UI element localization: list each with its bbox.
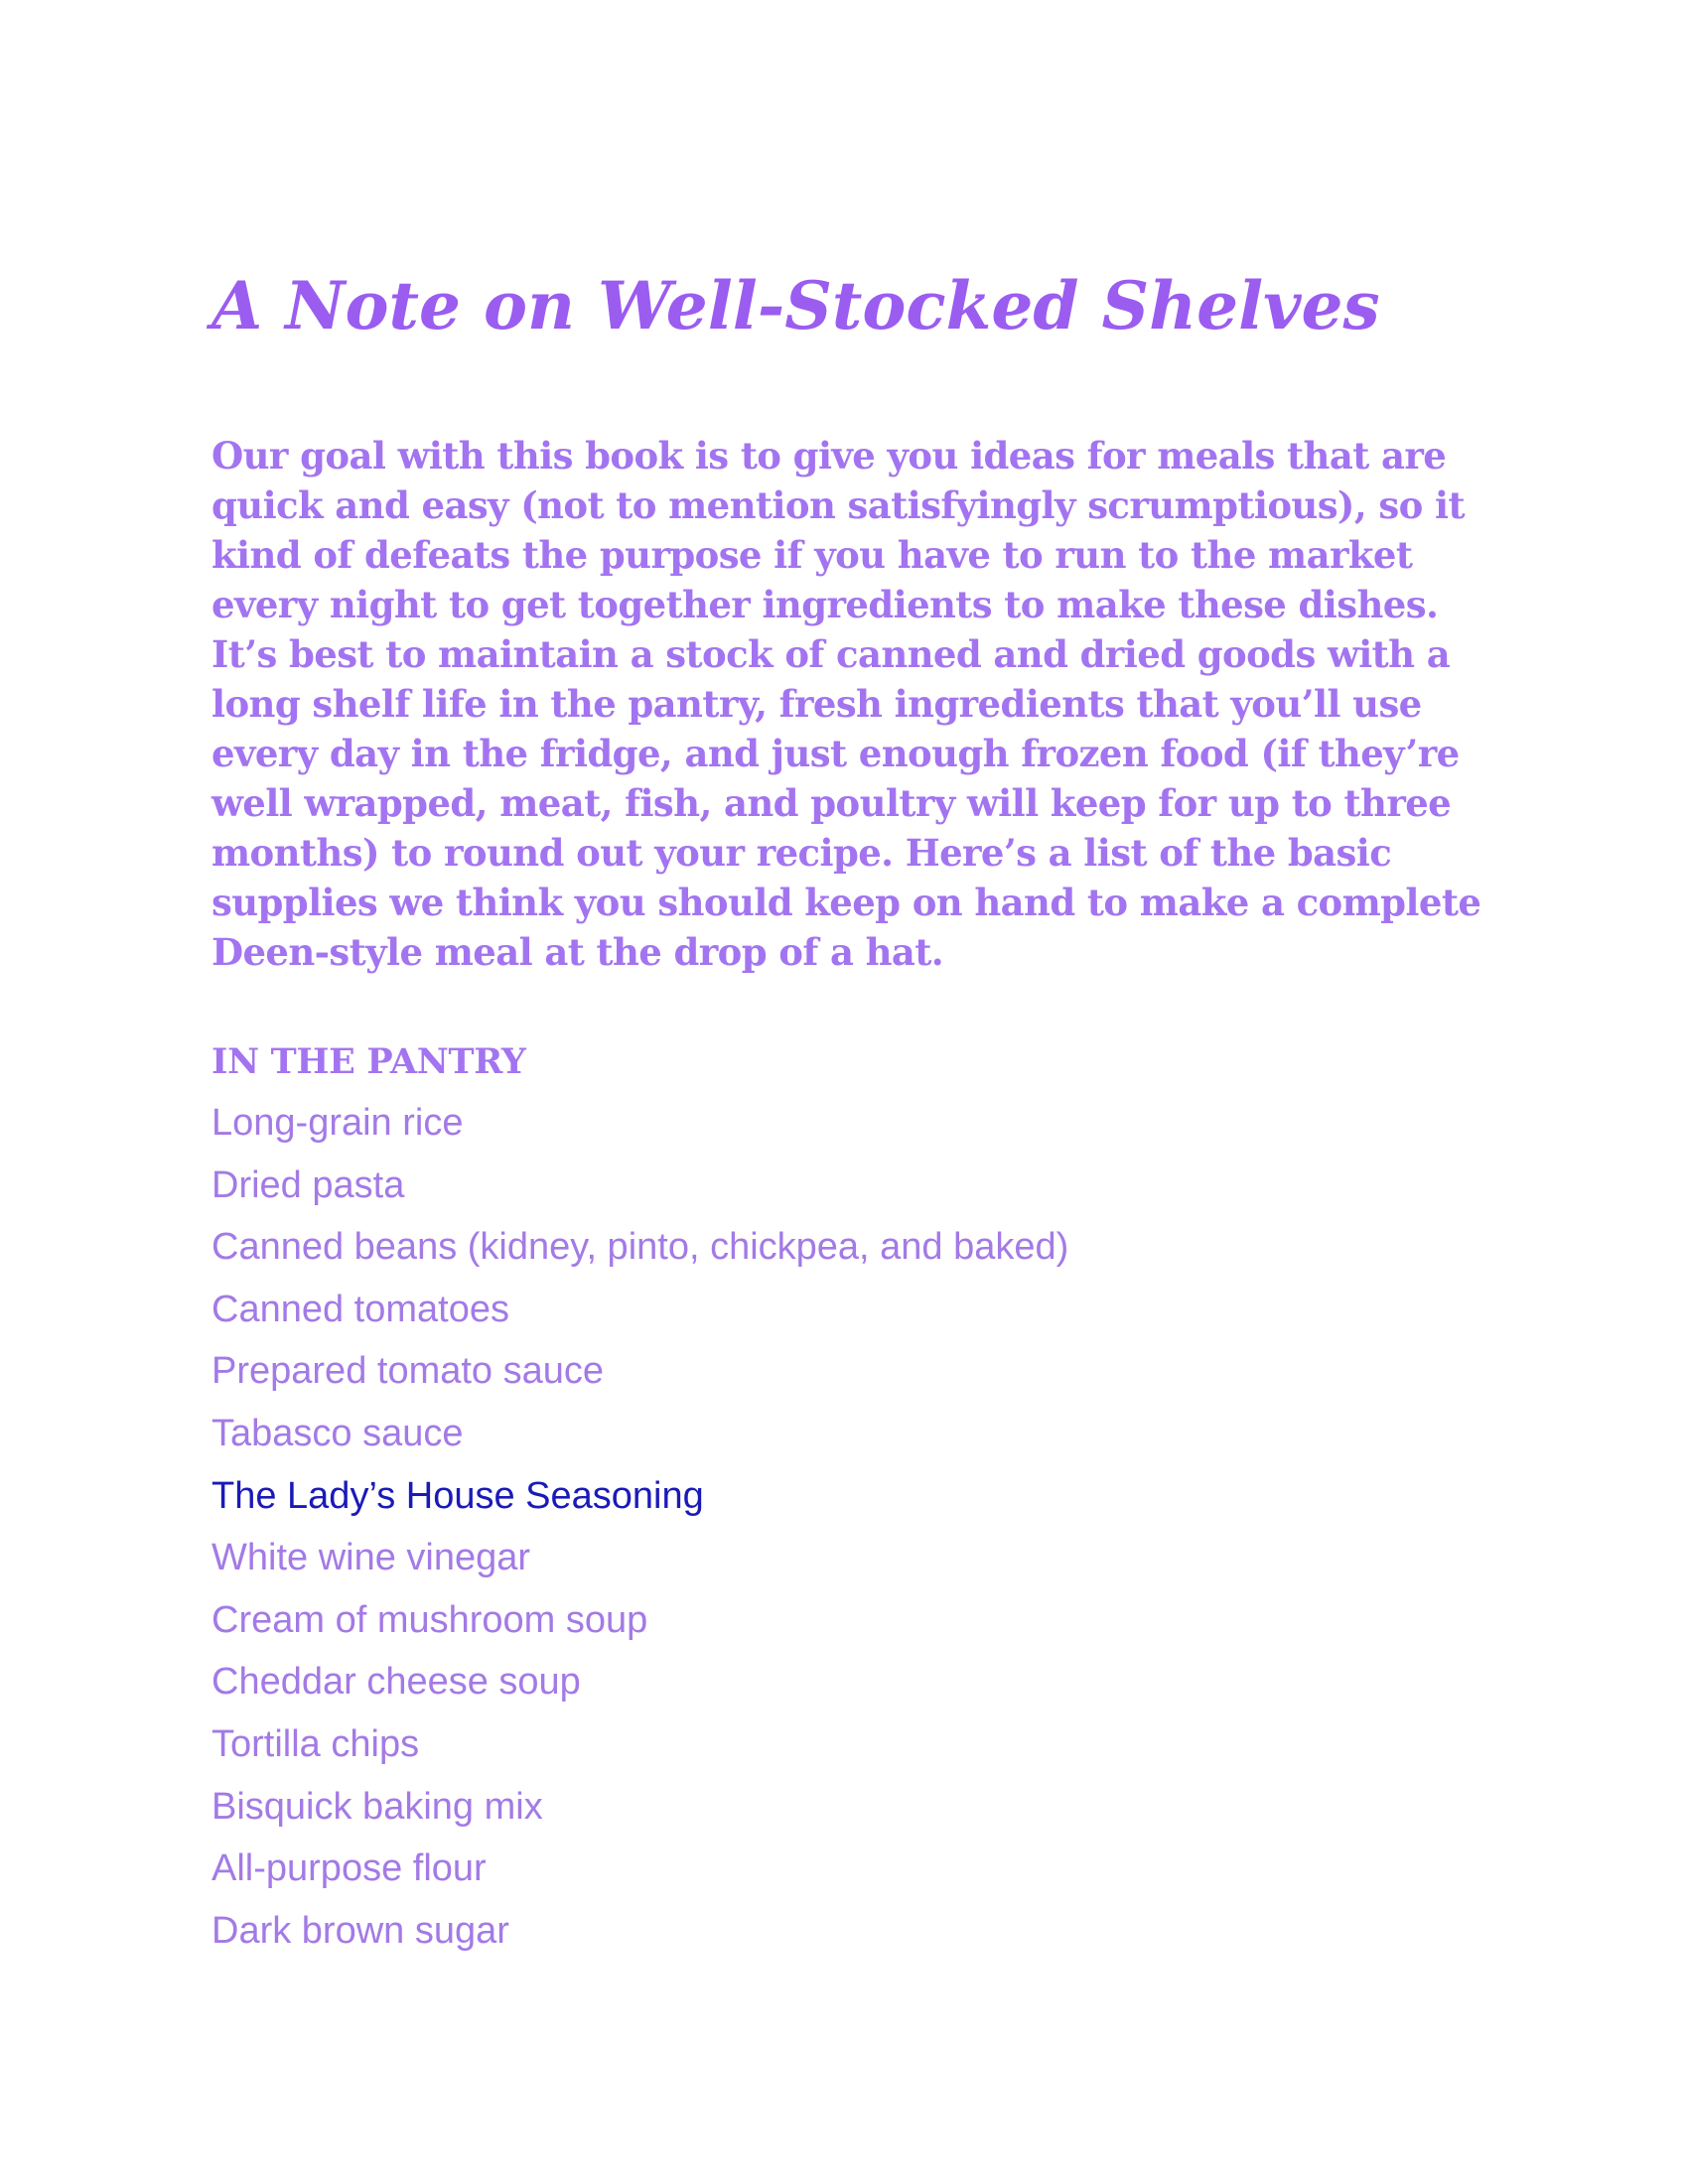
list-item: Cream of mushroom soup: [211, 1598, 648, 1641]
intro-paragraph: Our goal with this book is to give you ideas for meals that are quick and easy (not to mention satisfyingly scrumptious), so it kind of defeats the purpose if you have to run to the market every night to get together ingredients to make these dishes. It’s best to maintain a stock of canned and dried goods with a long shelf life in the pantry, fresh ingredients that you’ll use every day in the fridge, and just enough frozen food (if they’re well wrapped, meat, fish, and poultry will keep for up to three months) to round out your recipe. Here’s a list of the basic supplies we think you should keep on hand to make a complete Deen-style meal at the drop of a hat.: [211, 434, 1481, 974]
list-item: Tortilla chips: [211, 1722, 420, 1765]
list-item: Canned tomatoes: [211, 1288, 509, 1330]
list-item: Long-grain rice: [211, 1102, 464, 1144]
list-item: All-purpose flour: [211, 1847, 487, 1890]
list-item: Bisquick baking mix: [211, 1785, 543, 1828]
list-item: Dark brown sugar: [211, 1909, 509, 1952]
list-item: Tabasco sauce: [211, 1412, 464, 1454]
list-item: Cheddar cheese soup: [211, 1661, 581, 1704]
pantry-list: [211, 1092, 1068, 1962]
list-item: Prepared tomato sauce: [211, 1350, 605, 1393]
page-title: A Note on Well-Stocked Shelves: [211, 267, 1380, 344]
list-item: Canned beans (kidney, pinto, chickpea, and baked): [211, 1226, 1069, 1269]
section-heading-pantry: IN THE PANTRY: [211, 1041, 526, 1082]
house-seasoning-link[interactable]: The Lady’s House Seasoning: [211, 1474, 704, 1517]
list-item: Dried pasta: [211, 1163, 405, 1206]
list-item: White wine vinegar: [211, 1537, 531, 1579]
